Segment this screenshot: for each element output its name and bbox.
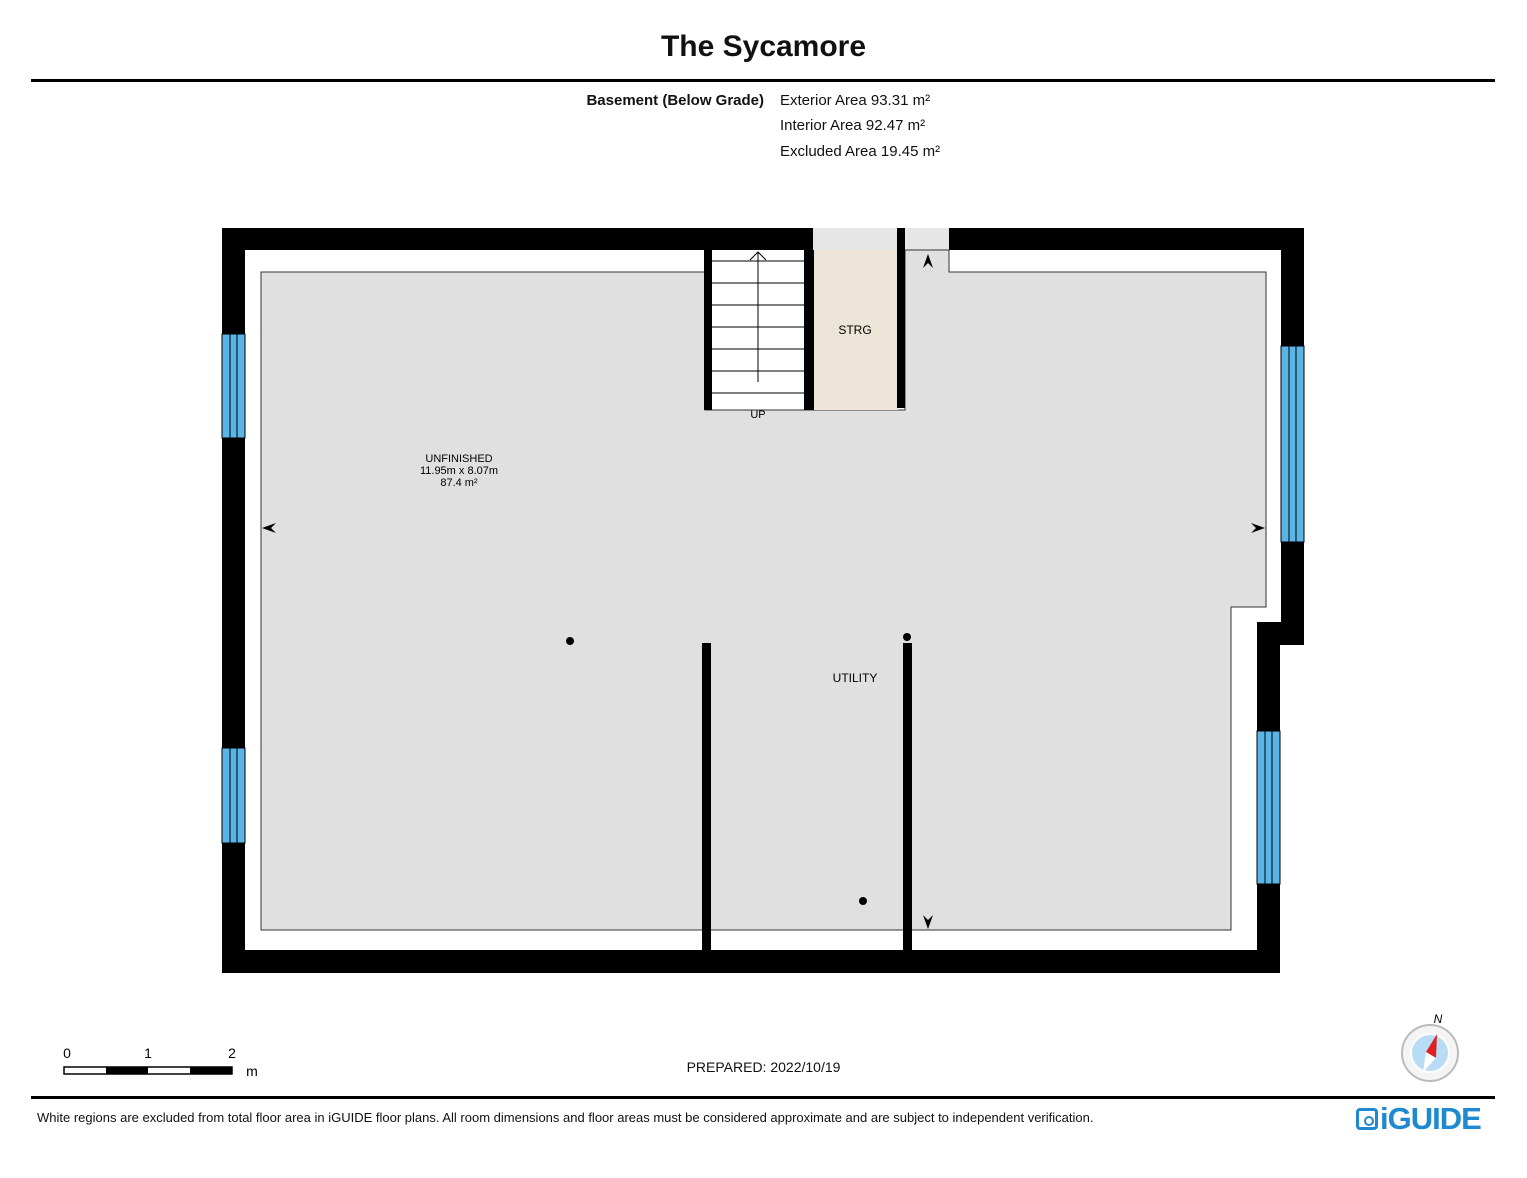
interior-area: Interior Area 92.47 m² — [780, 117, 926, 134]
floor-area — [261, 250, 1266, 930]
partition-wall-right — [903, 643, 912, 950]
brand-name: iGUIDE — [1380, 1101, 1481, 1136]
room-utility-name: UTILITY — [832, 671, 878, 685]
stair-arrow — [750, 252, 766, 382]
door-opening — [905, 228, 949, 250]
partition-wall-left — [702, 643, 711, 950]
room-unfinished-area: 87.4 m² — [440, 477, 478, 489]
compass-north-label: N — [1433, 1012, 1443, 1026]
scale-tick-1: 1 — [144, 1045, 152, 1061]
scale-tick-2: 2 — [228, 1045, 236, 1061]
stair-opening — [813, 228, 897, 250]
window-east-lower — [1257, 731, 1280, 884]
prepared-date: PREPARED: 2022/10/19 — [686, 1059, 841, 1075]
post — [859, 897, 867, 905]
stairs-up-label: UP — [750, 409, 766, 421]
disclaimer-text: White regions are excluded from total floor area in iGUIDE floor plans. All room dimensions and floor areas must be considered approximate and are subject to independent verification. — [37, 1110, 1094, 1125]
floor-name: Basement (Below Grade) — [586, 92, 764, 109]
window-west-lower — [222, 748, 245, 843]
room-unfinished-dims: 11.95m x 8.07m — [419, 465, 499, 477]
post — [903, 633, 911, 641]
plan-title: The Sycamore — [660, 30, 867, 63]
room-strg-name: STRG — [838, 323, 872, 337]
footer-rule — [31, 1096, 1495, 1099]
stair-wall-left — [704, 250, 712, 410]
exterior-area: Exterior Area 93.31 m² — [780, 92, 931, 109]
brand-logo — [1356, 1101, 1481, 1137]
storage-wall — [897, 228, 905, 408]
scale-unit: m — [246, 1063, 258, 1079]
post — [566, 637, 574, 645]
excluded-area: Excluded Area 19.45 m² — [780, 143, 941, 160]
iguide-logo-icon — [1356, 1108, 1378, 1130]
stair-wall-right — [804, 250, 814, 410]
scale-tick-0: 0 — [63, 1045, 71, 1061]
room-unfinished-name: UNFINISHED — [425, 453, 493, 465]
window-east-upper — [1281, 346, 1304, 542]
window-west-upper — [222, 334, 245, 438]
